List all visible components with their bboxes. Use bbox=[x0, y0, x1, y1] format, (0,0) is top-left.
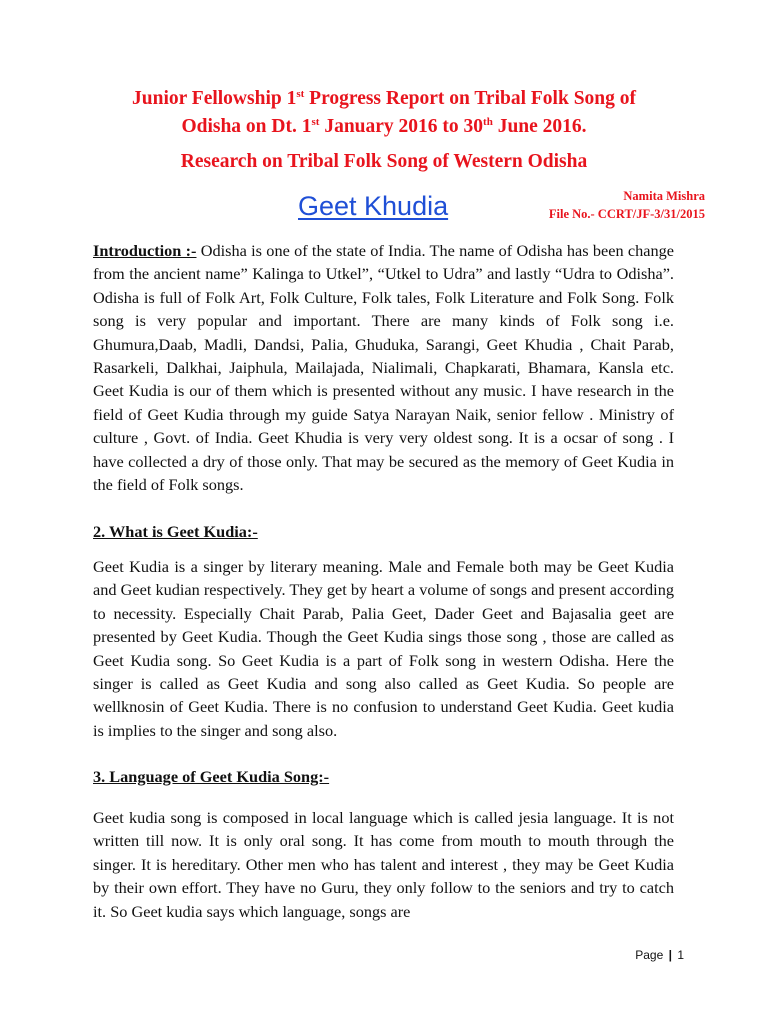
report-title-line-1 bbox=[60, 85, 708, 113]
report-title-text: Odisha on Dt. 1 bbox=[181, 116, 312, 137]
page-footer bbox=[635, 947, 684, 963]
page-number: 1 bbox=[677, 948, 684, 962]
section-heading-language: 3. Language of Geet Kudia Song:- bbox=[93, 767, 330, 786]
section-heading-what-is-geet-kudia: 2. What is Geet Kudia:- bbox=[93, 522, 258, 541]
report-title-text: Junior Fellowship 1 bbox=[132, 88, 297, 109]
author-name: Namita Mishra bbox=[623, 189, 705, 203]
report-title-text: January 2016 to 30 bbox=[319, 116, 484, 137]
ordinal-suffix: st bbox=[296, 88, 305, 100]
report-subtitle: Research on Tribal Folk Song of Western Odisha bbox=[180, 151, 588, 172]
document-title: Geet Khudia bbox=[298, 191, 449, 221]
ordinal-suffix: th bbox=[483, 116, 493, 128]
ordinal-suffix: st bbox=[311, 116, 320, 128]
report-title-line-2 bbox=[60, 113, 708, 141]
introduction-text: Odisha is one of the state of India. The name of Odisha has been change from the ancient name” Kalinga to Utkel”, “Utkel to Udra” and lastly “Udra to Odisha”. Odisha is full of Folk Art, Folk Culture, Folk tales, Folk Literature and Folk Song. Folk song is very popular and important. There are many kinds of Folk song i.e. Ghumura,Daab, Madli, Dandsi, Palia, Ghuduka, Sarangi, Geet Khudia , Chait Parab, Rasarkeli, Dalkhai, Jaiphula, Mailajada, Nialimali, Chapkarati, Bhamara, Kansla etc. Geet Kudia is our of them which is presented without any music. I have research in the field of Geet Kudia through my guide Satya Narayan Naik, senior fellow . Ministry of culture , Govt. of India. Geet Khudia is very very oldest song. It is a ocsar of song . I have collected a dry of those only. That may be secured as the memory of Geet Kudia in the field of Folk songs. bbox=[93, 241, 674, 495]
introduction-label: Introduction :- bbox=[93, 241, 197, 260]
introduction-paragraph bbox=[93, 239, 674, 496]
section-paragraph-what-is-geet-kudia: Geet Kudia is a singer by literary meaning. Male and Female both may be Geet Kudia and Geet kudian respectively. They get by heart a volume of songs and present according to necessity. Especially Chait Parab, Palia Geet, Dader Geet and Bajasalia geet are presented by Geet Kudia. Though the Geet Kudia sings those song , those are called as Geet Kudia song. So Geet Kudia is a part of Folk song in western Odisha. Here the singer is called as Geet Kudia and song also called as Geet Kudia. So people are wellknosin of Geet Kudia. There is no confusion to understand Geet Kudia. Geet kudia is implies to the singer and song also. bbox=[93, 557, 674, 740]
page-label: Page bbox=[635, 948, 664, 962]
file-number: File No.- CCRT/JF-3/31/2015 bbox=[548, 207, 705, 221]
report-title-text: June 2016. bbox=[492, 116, 587, 137]
page-separator: | bbox=[668, 948, 672, 962]
section-paragraph-language: Geet kudia song is composed in local language which is called jesia language. It is not written till now. It is only oral song. It has come from mouth to mouth through the singer. It is hereditary. Other men who has talent and interest , they may be Geet Kudia by their own effort. They have no Guru, they only follow to the seniors and try to catch it. So Geet kudia says which language, songs are bbox=[93, 808, 674, 921]
report-title-text: Progress Report on Tribal Folk Song of bbox=[304, 88, 636, 109]
